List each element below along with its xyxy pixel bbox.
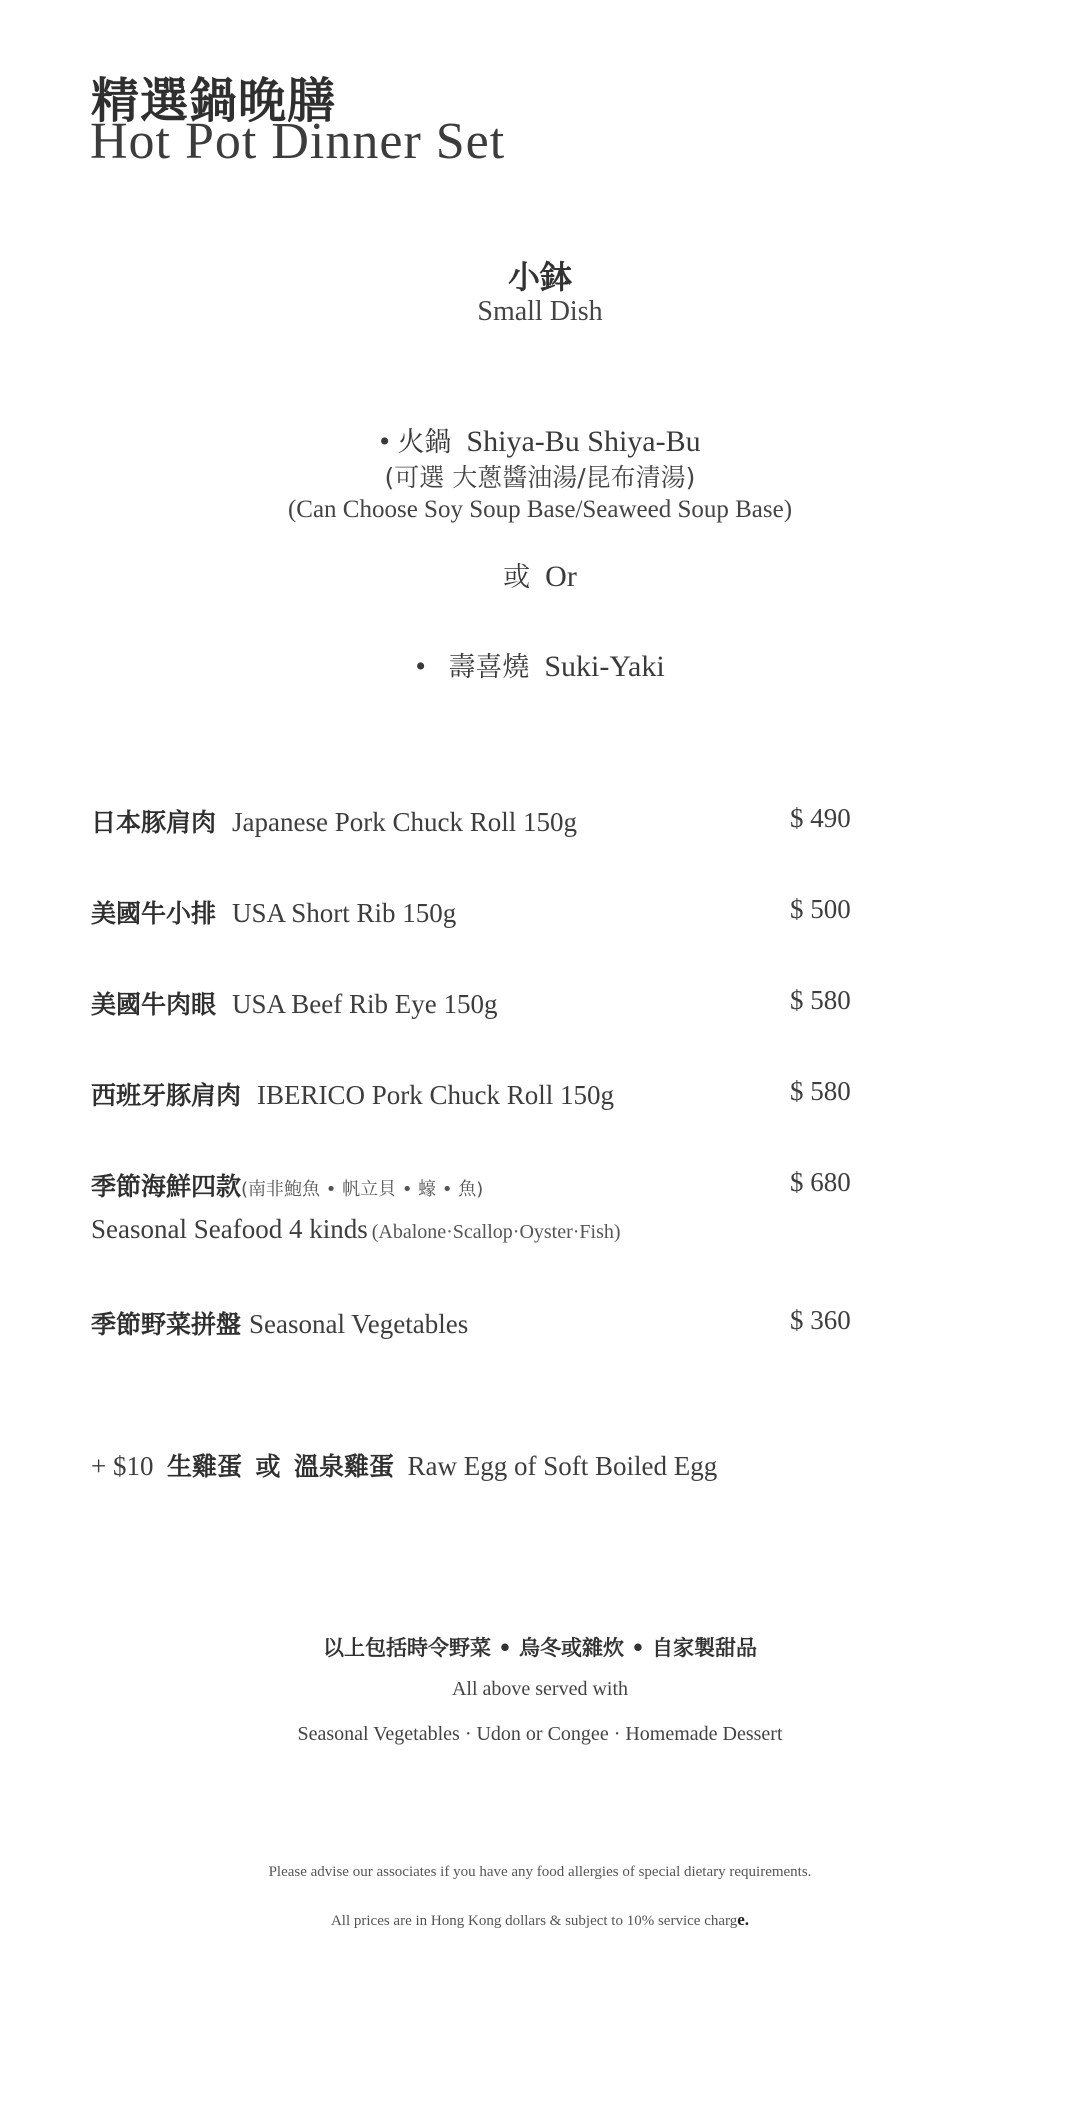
- sukiyaki-chinese: 壽喜燒: [448, 652, 530, 683]
- bullet: •: [379, 425, 390, 458]
- item-price: $ 500: [790, 894, 851, 924]
- hotpot-chinese: 火鍋: [397, 427, 452, 458]
- item-name-chinese: 美國牛小排: [91, 899, 217, 928]
- egg-price: + $10: [91, 1451, 154, 1481]
- or-english: Or: [545, 560, 577, 593]
- item-note-english: (Abalone·Scallop·Oyster·Fish): [371, 1221, 621, 1243]
- small-dish-chinese: 小鉢: [507, 258, 572, 296]
- included-english-list: Seasonal Vegetables · Udon or Congee · Homemade Dessert: [297, 1723, 783, 1745]
- allergy-notice: Please advise our associates if you have any food allergies of special dietary requirements.: [268, 1864, 812, 1880]
- item-name-english: Seasonal Seafood 4 kinds: [91, 1214, 368, 1244]
- menu-item-pork-chuck: [91, 803, 577, 839]
- soup-choice-english: (Can Choose Soy Soup Base/Seaweed Soup Base): [287, 496, 793, 523]
- menu-item-iberico: [91, 1076, 614, 1112]
- menu-item-seafood: [91, 1167, 483, 1203]
- egg-or-chinese: 或: [255, 1452, 281, 1481]
- egg-addon: [91, 1447, 717, 1483]
- item-price: $ 490: [790, 803, 851, 833]
- item-name-english: Seasonal Vegetables: [249, 1309, 469, 1339]
- item-name-chinese: 季節海鮮四款: [91, 1172, 242, 1201]
- item-name-english: USA Beef Rib Eye 150g: [232, 989, 498, 1019]
- or-divider: [0, 555, 1080, 594]
- hotpot-english: Shiya-Bu Shiya-Bu: [466, 425, 701, 458]
- menu-item-rib-eye: [91, 985, 498, 1021]
- item-note-chinese: (南非鮑魚 • 帆立貝 • 蠔 • 魚): [241, 1179, 484, 1200]
- item-name-chinese: 日本豚肩肉: [91, 808, 217, 837]
- item-name-english: IBERICO Pork Chuck Roll 150g: [257, 1080, 615, 1110]
- bullet: •: [415, 650, 426, 683]
- menu-item-seafood-english: [91, 1214, 621, 1245]
- soup-choice-chinese: (可選 大蔥醬油湯/昆布清湯): [384, 463, 696, 492]
- title-english: Hot Pot Dinner Set: [90, 113, 506, 170]
- menu-item-short-rib: [91, 894, 456, 930]
- or-chinese: 或: [503, 562, 531, 593]
- sukiyaki-english: Suki-Yaki: [544, 650, 665, 683]
- item-name-english: USA Short Rib 150g: [232, 898, 457, 928]
- menu-item-vegetables: [91, 1305, 468, 1341]
- item-name-chinese: 美國牛肉眼: [91, 990, 217, 1019]
- item-name-english: Japanese Pork Chuck Roll 150g: [232, 807, 577, 837]
- egg-english: Raw Egg of Soft Boiled Egg: [407, 1451, 718, 1481]
- price-notice-text: All prices are in Hong Kong dollars & subject to 10% service charg: [330, 1913, 738, 1929]
- item-name-chinese: 季節野菜拼盤: [91, 1310, 242, 1339]
- title-chinese: 精選鍋晚膳: [91, 73, 337, 129]
- price-notice-ending: e.: [737, 1910, 750, 1929]
- egg-soft-chinese: 溫泉雞蛋: [294, 1452, 395, 1481]
- hotpot-option: [0, 420, 1080, 459]
- item-price: $ 680: [790, 1167, 851, 1197]
- price-notice: [0, 1910, 1080, 1930]
- egg-raw-chinese: 生雞蛋: [166, 1452, 242, 1481]
- sukiyaki-option: [0, 645, 1080, 684]
- small-dish-english: Small Dish: [477, 296, 603, 327]
- included-chinese: 以上包括時令野菜 • 烏冬或雜炊 • 自家製甜品: [322, 1636, 758, 1660]
- item-price: $ 360: [790, 1305, 851, 1335]
- item-price: $ 580: [790, 1076, 851, 1106]
- item-name-chinese: 西班牙豚肩肉: [91, 1081, 242, 1110]
- item-price: $ 580: [790, 985, 851, 1015]
- included-english-heading: All above served with: [451, 1678, 629, 1700]
